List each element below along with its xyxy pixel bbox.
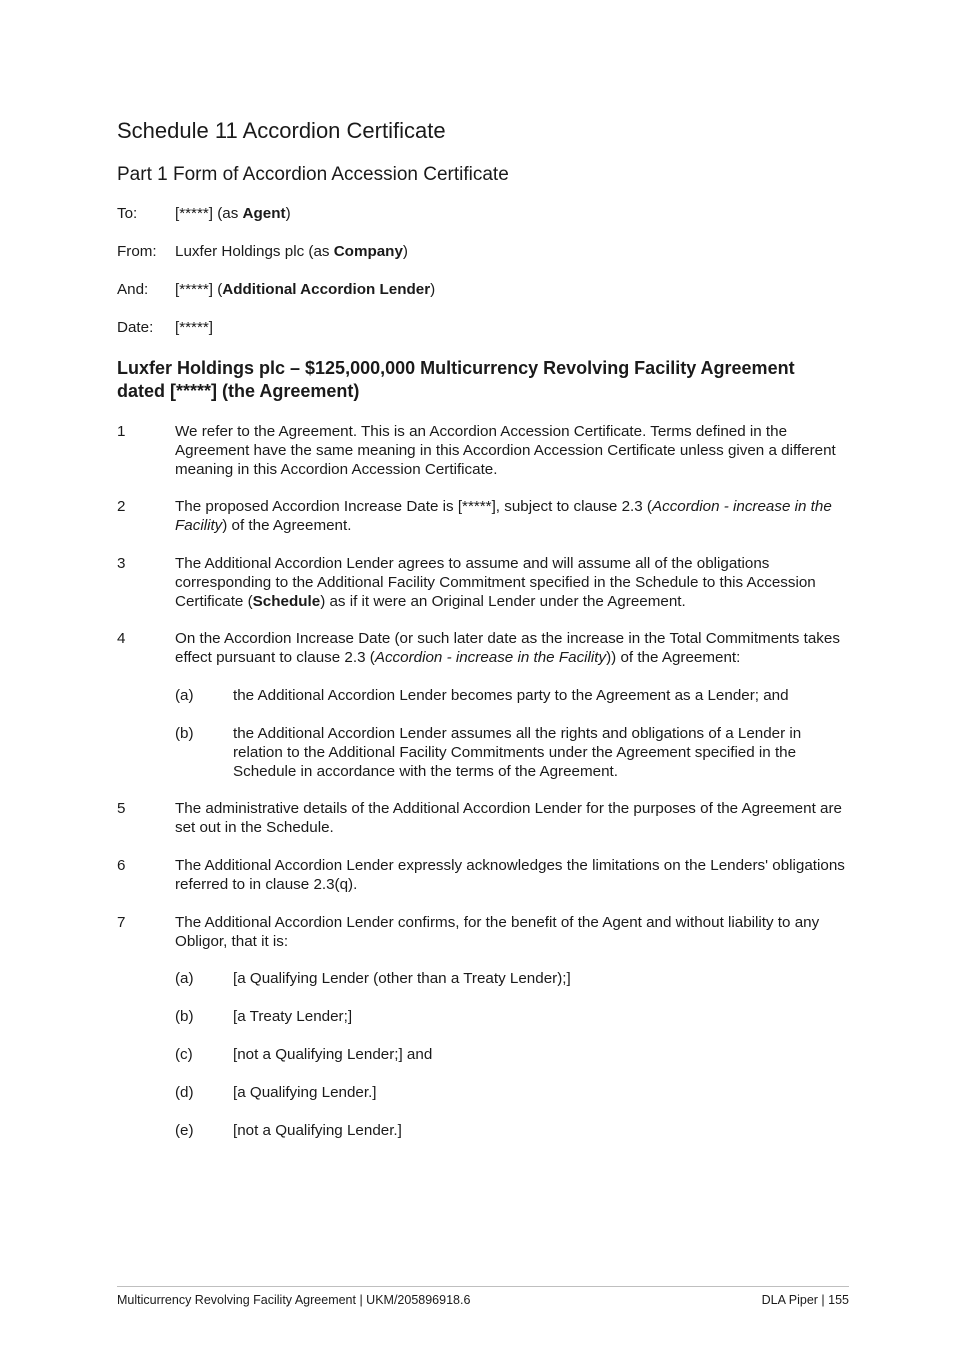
item-number: (b)	[175, 725, 194, 742]
item-number: (c)	[175, 1046, 193, 1063]
footer-page-number: DLA Piper | 155	[761, 1293, 849, 1307]
clause-text: We refer to the Agreement. This is an Accordion Accession Certificate. Terms defined in the Agreement have the same meaning in this Accordion Accession Certificate unless given a different meaning in this Accordion Accession Certificate.	[175, 423, 836, 478]
item-text: the Additional Accordion Lender assumes all the rights and obligations of a Lender in relation to the Additional Facility Commitments under the Agreement specified in the Schedule in accordance with the terms of the Agreement.	[233, 725, 802, 780]
footer-document-reference: Multicurrency Revolving Facility Agreement | UKM/205896918.6	[117, 1293, 471, 1307]
clause-text: The Additional Accordion Lender agrees to assume and will assume all of the obligations corresponding to the Additional Facility Commitment specified in the Schedule to this Accession Certificate (Schedule) as if it were an Original Lender under the Agreement.	[175, 555, 816, 610]
item-number: (b)	[175, 1008, 194, 1025]
clause-number: 5	[117, 800, 126, 817]
item-text: [a Treaty Lender;]	[233, 1008, 353, 1025]
address-value: [*****] (Additional Accordion Lender)	[175, 281, 436, 298]
item-text: [not a Qualifying Lender.]	[233, 1122, 402, 1139]
item-number: (e)	[175, 1122, 194, 1139]
item-text: [not a Qualifying Lender;] and	[233, 1046, 433, 1063]
clause-number: 1	[117, 423, 126, 440]
address-label: From:	[117, 243, 157, 260]
clause-number: 4	[117, 630, 126, 647]
footer-divider	[117, 1286, 849, 1287]
clause-number: 3	[117, 555, 126, 572]
item-text: [a Qualifying Lender (other than a Treaty Lender);]	[233, 970, 571, 987]
address-value: Luxfer Holdings plc (as Company)	[175, 243, 408, 260]
clause-text: On the Accordion Increase Date (or such later date as the increase in the Total Commitments takes effect pursuant to clause 2.3 (Accordion - increase in the Facility)) of the Agreement:	[175, 630, 840, 666]
agreement-title: Luxfer Holdings plc – $125,000,000 Multicurrency Revolving Facility Agreement dated [*****] (the Agreement)	[117, 358, 795, 401]
address-value: [*****] (as Agent)	[175, 205, 291, 222]
item-number: (d)	[175, 1084, 194, 1101]
address-label: Date:	[117, 319, 154, 336]
item-text: [a Qualifying Lender.]	[233, 1084, 377, 1101]
address-value: [*****]	[175, 319, 213, 336]
address-label: To:	[117, 205, 138, 222]
item-number: (a)	[175, 687, 194, 704]
clause-text: The Additional Accordion Lender expressly acknowledges the limitations on the Lenders' obligations referred to in clause 2.3(q).	[175, 857, 845, 893]
item-text: the Additional Accordion Lender becomes party to the Agreement as a Lender; and	[233, 687, 789, 704]
clause-number: 7	[117, 914, 126, 931]
clause-number: 2	[117, 498, 126, 515]
clause-text: The Additional Accordion Lender confirms, for the benefit of the Agent and without liability to any Obligor, that it is:	[175, 914, 820, 950]
clause-number: 6	[117, 857, 126, 874]
item-number: (a)	[175, 970, 194, 987]
clause-text: The administrative details of the Additional Accordion Lender for the purposes of the Agreement are set out in the Schedule.	[175, 800, 842, 836]
schedule-heading: Schedule 11 Accordion Certificate	[117, 118, 446, 143]
address-label: And:	[117, 281, 149, 298]
part-heading: Part 1 Form of Accordion Accession Certificate	[117, 164, 509, 185]
clause-text: The proposed Accordion Increase Date is [*****], subject to clause 2.3 (Accordion - increase in the Facility) of the Agreement.	[175, 498, 832, 534]
